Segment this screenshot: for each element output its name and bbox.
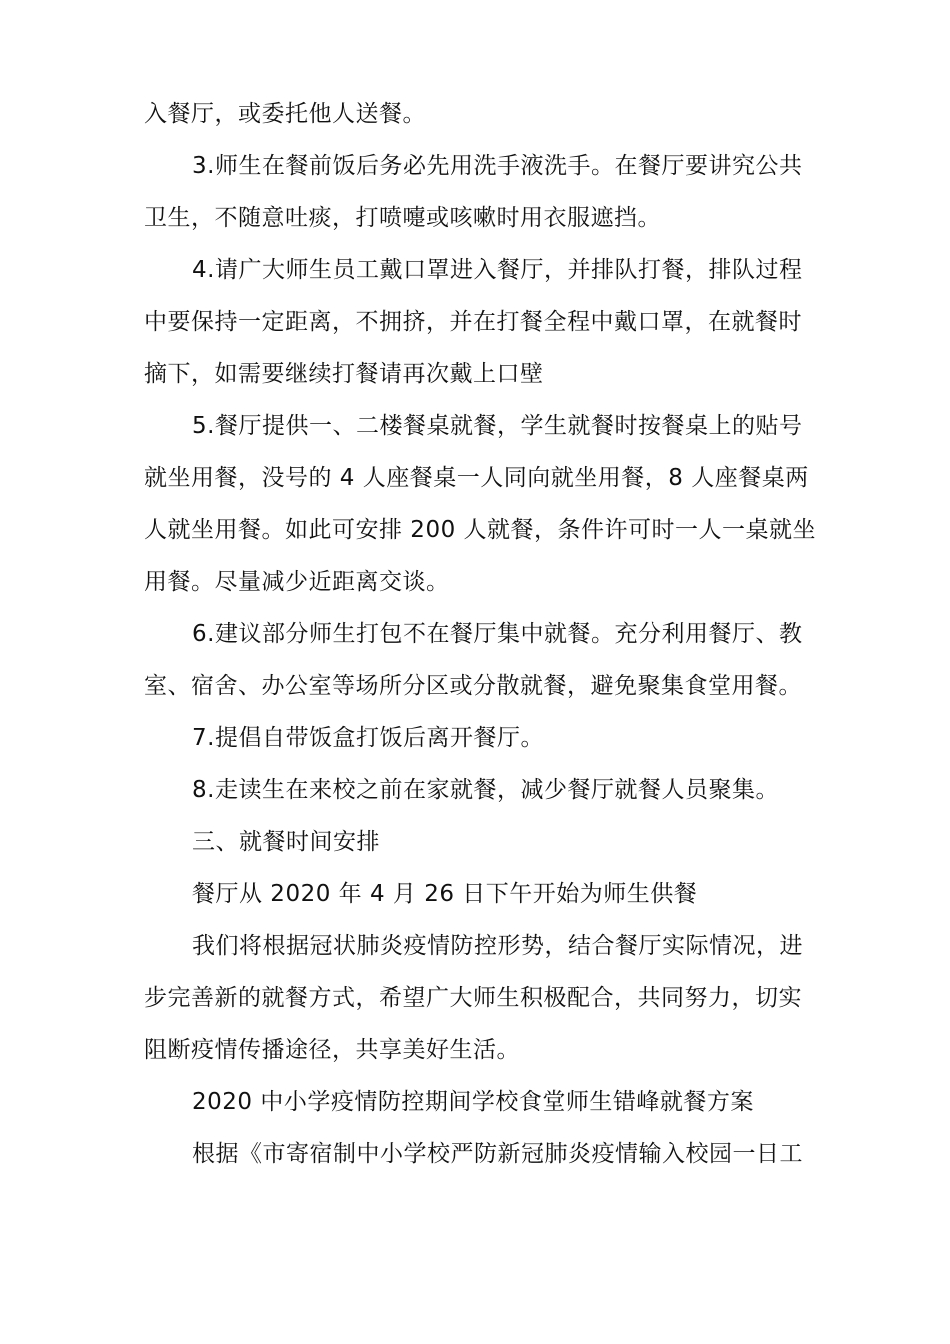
paragraph-item-4 [144,244,816,400]
section-heading [144,816,816,868]
text-line: 根据《市寄宿制中小学校严防新冠肺炎疫情输入校园一日工 [192,1141,803,1167]
text-line: 我们将根据冠状肺炎疫情防控形势，结合餐厅实际情况，进 [192,933,803,959]
paragraph-item-8 [144,764,816,816]
text-line: 阻断疫情传播途径，共享美好生活。 [144,1037,520,1063]
paragraph-closing [144,920,816,1076]
text-line: 7.提倡自带饭盒打饭后离开餐厅。 [192,725,544,751]
paragraph-item-6 [144,608,816,712]
paragraph-item-5 [144,400,816,608]
document-subtitle [144,1076,816,1128]
text-line: 中要保持一定距离，不拥挤，并在打餐全程中戴口罩，在就餐时 [144,309,802,335]
text-line: 入餐厅，或委托他人送餐。 [144,101,426,127]
text-line: 就坐用餐，没号的 4 人座餐桌一人同向就坐用餐，8 人座餐桌两 [144,465,809,491]
text-line: 8.走读生在来校之前在家就餐，减少餐厅就餐人员聚集。 [192,777,779,803]
paragraph-continuation [144,88,816,140]
text-line: 人就坐用餐。如此可安排 200 人就餐，条件许可时一人一桌就坐 [144,517,817,543]
text-line: 2020 中小学疫情防控期间学校食堂师生错峰就餐方案 [192,1089,754,1115]
text-line: 卫生，不随意吐痰，打喷嚏或咳嗽时用衣服遮挡。 [144,205,661,231]
paragraph-basis [144,1128,816,1180]
text-line: 用餐。尽量减少近距离交谈。 [144,569,450,595]
document-body [144,88,816,1180]
text-line: 3.师生在餐前饭后务必先用洗手液洗手。在餐厅要讲究公共 [192,153,803,179]
text-line: 三、就餐时间安排 [192,829,380,855]
text-line: 4.请广大师生员工戴口罩进入餐厅，并排队打餐，排队过程 [192,257,803,283]
paragraph-item-7 [144,712,816,764]
text-line: 5.餐厅提供一、二楼餐桌就餐，学生就餐时按餐桌上的贴号 [192,413,803,439]
text-line: 餐厅从 2020 年 4 月 26 日下午开始为师生供餐 [192,881,698,907]
text-line: 步完善新的就餐方式，希望广大师生积极配合，共同努力，切实 [144,985,802,1011]
text-line: 摘下，如需要继续打餐请再次戴上口壁 [144,361,544,387]
paragraph-item-3 [144,140,816,244]
text-line: 6.建议部分师生打包不在餐厅集中就餐。充分利用餐厅、教 [192,621,803,647]
text-line: 室、宿舍、办公室等场所分区或分散就餐，避免聚集食堂用餐。 [144,673,802,699]
paragraph-start-date [144,868,816,920]
